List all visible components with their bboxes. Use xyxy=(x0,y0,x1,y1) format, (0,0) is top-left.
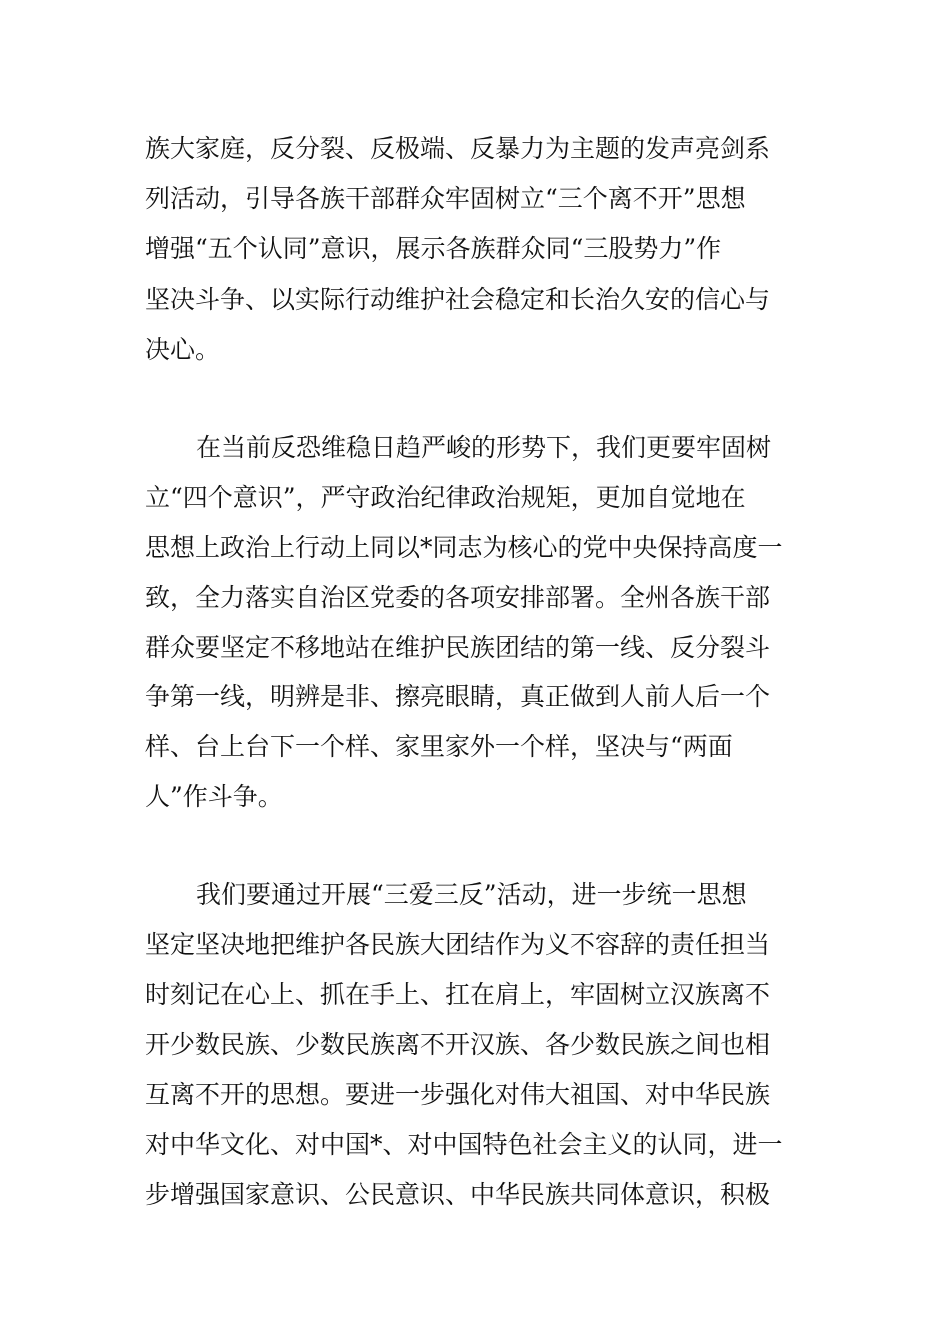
text-line: 步增强国家意识、公民意识、中华民族共同体意识，积极 xyxy=(145,1180,771,1209)
text-line: 列活动，引导各族干部群众牢固树立“三个离不开”思想 xyxy=(145,184,746,213)
text-line: 坚决斗争、以实际行动维护社会稳定和长治久安的信心与 xyxy=(145,285,771,314)
text-line: 开少数民族、少数民族离不开汉族、各少数民族之间也相 xyxy=(145,1030,771,1059)
text-line: 群众要坚定不移地站在维护民族团结的第一线、反分裂斗 xyxy=(145,633,771,662)
text-line: 思想上政治上行动上同以*同志为核心的党中央保持高度一 xyxy=(145,533,783,562)
text-line: 增强“五个认同”意识，展示各族群众同“三股势力”作 xyxy=(145,234,722,263)
text-line: 样、台上台下一个样、家里家外一个样，坚决与“两面 xyxy=(145,732,733,761)
text-line: 坚定坚决地把维护各民族大团结作为义不容辞的责任担当 xyxy=(145,930,771,959)
text-line: 立“四个意识”，严守政治纪律政治规矩，更加自觉地在 xyxy=(145,483,746,512)
text-line: 互离不开的思想。要进一步强化对伟大祖国、对中华民族 xyxy=(145,1080,771,1109)
text-line: 决心。 xyxy=(145,335,221,364)
text-line: 争第一线，明辨是非、擦亮眼睛，真正做到人前人后一个 xyxy=(145,682,771,711)
text-line: 对中华文化、对中国*、对中国特色社会主义的认同，进一 xyxy=(145,1130,783,1159)
text-line: 人”作斗争。 xyxy=(145,782,283,811)
text-line: 致，全力落实自治区党委的各项安排部署。全州各族干部 xyxy=(145,583,771,612)
text-line: 时刻记在心上、抓在手上、扛在肩上，牢固树立汉族离不 xyxy=(145,980,771,1009)
text-line: 在当前反恐维稳日趋严峻的形势下，我们更要牢固树 xyxy=(196,433,772,462)
text-line: 族大家庭，反分裂、反极端、反暴力为主题的发声亮剑系 xyxy=(145,134,771,163)
text-line: 我们要通过开展“三爱三反”活动，进一步统一思想 xyxy=(196,880,747,909)
